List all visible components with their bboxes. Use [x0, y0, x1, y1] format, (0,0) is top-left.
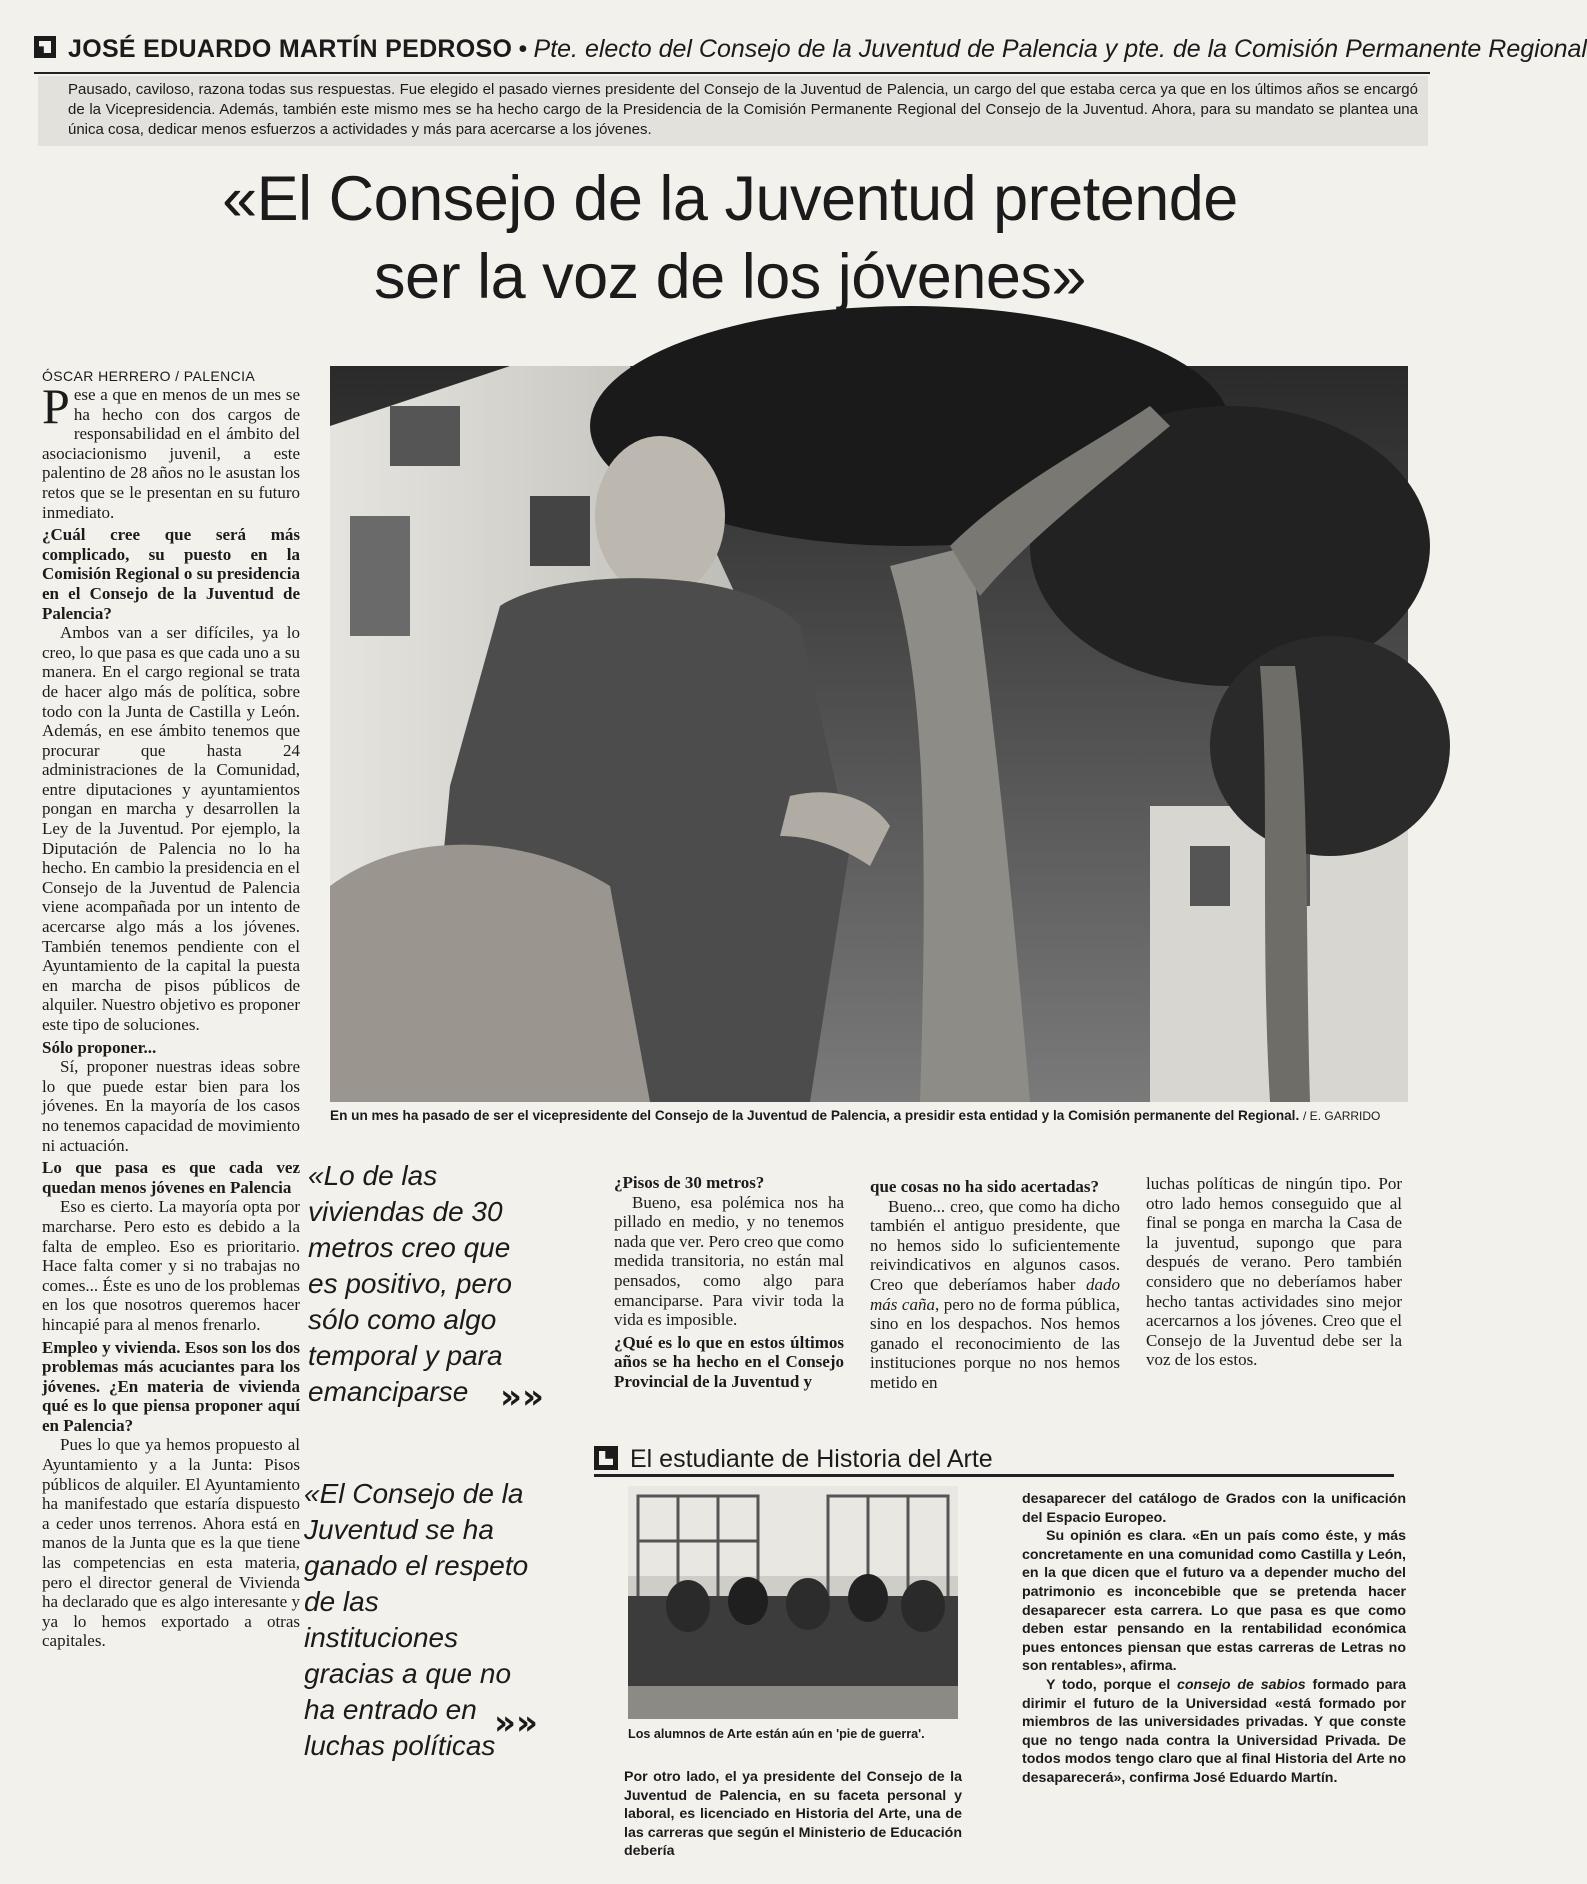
answer	[870, 1197, 1120, 1393]
question-continued: que cosas no ha sido acertadas?	[870, 1177, 1100, 1196]
article-column-4	[1146, 1174, 1402, 1370]
answer: Eso es cierto. La mayoría opta por marcharse. Pero esto es debido a la falta de empleo. Eso es prioritario. Hace falta comer y si no trabajas no comes... Éste es uno de los problemas en los que nosotros queremos hacer hincapié para al menos frenarlo.	[42, 1197, 300, 1334]
photo-caption	[330, 1107, 1440, 1125]
headline	[40, 160, 1420, 316]
headline-line-2: ser la voz de los jóvenes»	[374, 242, 1086, 312]
answer-continued: luchas políticas de ningún tipo. Por otro lado hemos conseguido que al final se ponga en marcha la Casa de la juventud, supongo que para después de verano. Pero también considero que no deberíamos haber hecho tantas actividades sino mejor acercarnos a los jóvenes. Creo que el Consejo de la Juventud debe ser la voz de los estos.	[1146, 1174, 1402, 1370]
pull-quote-1: «Lo de las viviendas de 30 metros creo que es positivo, pero sólo como algo temporal y para emanciparse	[308, 1160, 512, 1407]
intro-summary: Pausado, caviloso, razona todas sus respuestas. Fue elegido el pasado viernes presidente del Consejo de la Juventud de Palencia, un cargo del que estaba cerca ya que en los últimos años se encargó de la Vicepresidencia. Además, también este mismo mes se ha hecho cargo de la Presidencia de la Comisión Permanente Regional del Consejo de la Juventud. Ahora, para su mandato se plantea una única cosa, dedicar menos esfuerzos a actividades y más para acercarse a los jóvenes.	[38, 76, 1428, 146]
sidebar-title: El estudiante de Historia del Arte	[630, 1445, 993, 1473]
pull-quote-2: «El Consejo de la Juventud se ha ganado el respeto de las instituciones gracias a que no ha entrado en luchas políticas	[304, 1478, 529, 1761]
sidebar-paragraph	[1022, 1676, 1406, 1788]
answer: Ambos van a ser difíciles, ya lo creo, lo que pasa es que cada uno a su manera. En el cargo regional se trata de hacer algo más de política, sobre todo con la Junta de Castilla y León. Además, en ese ámbito tenemos que procurar que hasta 24 administraciones de la Comunidad, entre diputaciones y ayuntamientos pongan en marcha y desarrollen la Ley de la Juventud. Por ejemplo, la Diputación de Palencia no lo ha hecho. En cambio la presidencia en el Consejo de la Juventud de Palencia viene acompañada por un intento de acercarse algo más a los jóvenes. También tenemos pendiente con el Ayuntamiento de la capital la puesta en marcha de pisos públicos de alquiler. Nuestro objetivo es proponer este tipo de soluciones.	[42, 623, 300, 1034]
article-column-1	[42, 368, 300, 1651]
header-text	[68, 30, 1587, 69]
headline-line-1: «El Consejo de la Juventud pretende	[222, 164, 1238, 234]
interviewee-name: JOSÉ EDUARDO MARTÍN PEDROSO	[68, 35, 513, 63]
answer-emphasis: dado más caña	[870, 1274, 1120, 1314]
answer: Bueno, esa polémica nos ha pillado en medio, y no tenemos nada que ver. Pero creo que como medida transitoria, no están mal pensados, como algo para emanciparse. Para vivir toda la vida es imposible.	[614, 1192, 844, 1330]
header-separator: •	[518, 35, 528, 63]
interviewee-role: Pte. electo del Consejo de la Juventud de Palencia y pte. de la Comisión Permanente Regional	[533, 35, 1587, 63]
article-header	[34, 30, 1587, 74]
lead-text: ese a que en menos de un mes se ha hecho con dos cargos de responsabilidad en el ámbito del asociacionismo juvenil, a este palentino de 28 años no le asustan los retos que se le presentan en su futuro inmediato.	[42, 385, 300, 522]
sidebar-header	[594, 1446, 1394, 1477]
lead-paragraph	[42, 378, 300, 522]
photo-credit: / E. GARRIDO	[1303, 1109, 1381, 1123]
sidebar-photo-caption: Los alumnos de Arte están aún en 'pie de guerra'.	[628, 1727, 925, 1741]
article-column-2	[614, 1170, 844, 1392]
answer: Pues lo que ya hemos propuesto al Ayuntamiento y a la Junta: Pisos públicos de alquiler. El Ayuntamiento ha manifestado que estaría dispuesto a ceder unos terrenos. Ahora está en manos de la Junta que es la que tiene las competencias en esta materia, pero el director general de Vivienda ha declarado que es algo interesante y ya lo hemos exportado a otras capitales.	[42, 1435, 300, 1651]
answer-text: Bueno... creo, que como ha dicho también el antiguo presidente, que no hemos sido lo suficientemente reivindicativos en algunos casos. Creo que deberíamos haber	[870, 1196, 1120, 1294]
sidebar-photo	[628, 1486, 958, 1719]
sidebar-column-2	[1022, 1490, 1406, 1788]
question: Empleo y vivienda. Esos son los dos problemas más acuciantes para los jóvenes. ¿En materia de vivienda qué es lo que piensa proponer aquí en Palencia?	[42, 1337, 300, 1435]
sidebar-text: formado para dirimir el futuro de la Universidad «está formado por miembros de las universidades privadas. Y que conste que no tengo nada contra la Universidad Privada. De todos modos tengo claro que al final Historia del Arte no desaparecerá», confirma José Eduardo Martín.	[1022, 1676, 1406, 1786]
sidebar-paragraph: Por otro lado, el ya presidente del Consejo de la Juventud de Palencia, en su faceta personal y laboral, es licenciado en Historia del Arte, una de las carreras que según el Ministerio de Educación debería	[624, 1769, 962, 1860]
question: Lo que pasa es que cada vez quedan menos jóvenes en Palencia	[42, 1158, 300, 1197]
photo-caption-text: En un mes ha pasado de ser el vicepresidente del Consejo de la Juventud de Palencia, a presidir esta entidad y la Comisión permanente del Regional.	[330, 1108, 1300, 1123]
double-chevron-icon: »»	[500, 1377, 544, 1417]
sidebar-emphasis: consejo de sabios	[1176, 1676, 1306, 1693]
main-photo	[330, 366, 1408, 1102]
sidebar-photo-illustration	[628, 1486, 958, 1719]
byline: ÓSCAR HERRERO / PALENCIA	[42, 368, 256, 384]
article-column-3	[870, 1174, 1120, 1393]
sidebar-paragraph: desaparecer del catálogo de Grados con la unificación del Espacio Europeo.	[1022, 1491, 1406, 1526]
sidebar-text: Y todo, porque el	[1046, 1676, 1177, 1693]
question: ¿Pisos de 30 metros?	[614, 1173, 765, 1192]
question: ¿Qué es lo que en estos últimos años se ha hecho en el Consejo Provincial de la Juventud y	[614, 1332, 844, 1391]
question: ¿Cuál cree que será más complicado, su puesto en la Comisión Regional o su presidencia en el Consejo de la Juventud de Palencia?	[42, 525, 300, 623]
answer: Sí, proponer nuestras ideas sobre lo que puede estar bien para los jóvenes. En la mayoría de los casos no tenemos capacidad de movimiento ni actuación.	[42, 1057, 300, 1155]
drop-cap: P	[42, 378, 70, 434]
double-chevron-icon: »»	[494, 1703, 538, 1743]
section-logo-icon	[594, 1446, 618, 1470]
sidebar-paragraph: Su opinión es clara. «En un país como éste, y más concretamente en una comunidad como Castilla y León, en la que dicen que el futuro va a depender mucho del patrimonio es inconcebible que se pretenda hacer desaparecer esta carrera. Lo que pasa es que como deben estar pensando en la rentabilidad económica pues entonces piensan que estas carreras de Letras no son rentables», afirma.	[1022, 1528, 1406, 1675]
answer-text: , pero no de forma pública, sino en los despachos. Nos hemos ganado el reconocimiento de las instituciones porque no nos hemos metido en	[870, 1294, 1120, 1392]
question: Sólo proponer...	[42, 1037, 157, 1057]
section-logo-icon	[34, 36, 56, 58]
photo-illustration	[330, 366, 1408, 1102]
sidebar-column-1	[624, 1768, 962, 1861]
